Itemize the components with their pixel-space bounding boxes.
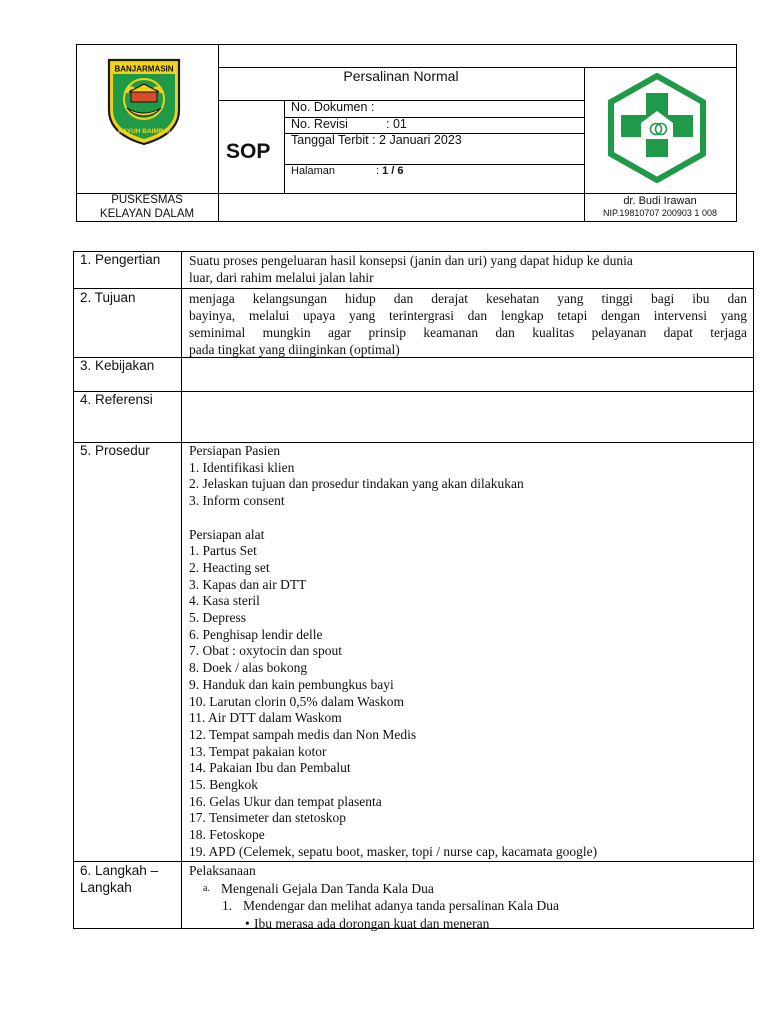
list-item: 19. APD (Celemek, sepatu boot, masker, topi / nurse cap, kacamata google): [189, 843, 598, 859]
pelaksanaan-title: Pelaksanaan: [189, 863, 256, 878]
row-label-prosedur: 5. Prosedur: [80, 443, 150, 458]
langkah-sub-a: [189, 880, 749, 898]
pengertian-text: [189, 253, 749, 286]
list-item: 3. Kapas dan air DTT: [189, 576, 307, 592]
row-label-kebijakan: 3. Kebijakan: [80, 358, 155, 373]
no-revisi-value: : 01: [386, 117, 407, 131]
row-label-langkah: [80, 862, 158, 896]
list-item: 5. Depress: [189, 610, 246, 626]
persiapan-alat-list: [189, 543, 749, 860]
signer-name: dr. Budi Irawan: [623, 195, 697, 207]
list-item: 17. Tensimeter dan stetoskop: [189, 810, 347, 826]
sub-1-text: Mendengar dan melihat adanya tanda persalinan Kala Dua: [243, 898, 559, 913]
persiapan-pasien-list: [189, 460, 749, 510]
puskesmas-line1: PUSKESMAS: [111, 194, 183, 206]
list-item: 18. Fetoskope: [189, 827, 265, 843]
list-item: 7. Obat : oxytocin dan spout: [189, 643, 342, 659]
langkah-bullet: [189, 915, 749, 933]
langkah-text: [189, 862, 749, 932]
persiapan-alat-title: Persiapan alat: [189, 526, 265, 542]
no-dokumen: No. Dokumen :: [291, 100, 375, 114]
halaman-sep: :: [376, 165, 383, 177]
list-item: 9. Handuk dan kain pembungkus bayi: [189, 676, 394, 692]
langkah-label-line2: Langkah: [80, 880, 132, 895]
no-revisi-label: No. Revisi: [291, 117, 348, 131]
sop-label: SOP: [226, 140, 271, 163]
langkah-sub-1: [189, 897, 749, 915]
halaman-value: [376, 165, 404, 177]
list-item: 2. Heacting set: [189, 559, 270, 575]
tujuan-text: [189, 290, 747, 358]
puskesmas-logo: [607, 73, 707, 183]
bullet-icon: •: [245, 915, 250, 931]
row-label-referensi: 4. Referensi: [80, 392, 153, 407]
langkah-label-line1: 6. Langkah –: [80, 863, 159, 878]
list-item: 11. Air DTT dalam Waskom: [189, 710, 342, 726]
list-item: 1. Identifikasi klien: [189, 459, 295, 475]
logo-text-top: BANJARMASIN: [114, 64, 174, 74]
list-item: 13. Tempat pakaian kotor: [189, 743, 327, 759]
list-item: 15. Bengkok: [189, 777, 258, 793]
halaman-page: 1 / 6: [382, 165, 404, 177]
list-item: 4. Kasa steril: [189, 593, 260, 609]
sub-1-marker: 1.: [222, 898, 233, 913]
list-item: 2. Jelaskan tujuan dan prosedur tindakan yang akan dilakukan: [189, 476, 524, 492]
sop-title: Persalinan Normal: [343, 68, 459, 84]
list-item: 14. Pakaian Ibu dan Pembalut: [189, 760, 351, 776]
bullet-text: Ibu merasa ada dorongan kuat dan meneran: [254, 915, 490, 931]
puskesmas-line2: KELAYAN DALAM: [99, 208, 195, 220]
tujuan-line3: seminimal mungkin agar prinsip keamanan dan kualitas pelayanan dapat terjaga: [189, 325, 747, 340]
halaman-label: Halaman: [291, 165, 336, 177]
list-item: 3. Inform consent: [189, 493, 285, 509]
list-item: 6. Penghisap lendir delle: [189, 626, 323, 642]
pengertian-line1: Suatu proses pengeluaran hasil konsepsi (janin dan uri) yang dapat hidup ke dunia: [189, 253, 633, 268]
sub-a-text: Mengenali Gejala Dan Tanda Kala Dua: [221, 880, 434, 896]
tujuan-line1: menjaga kelangsungan hidup dan derajat kesehatan yang tinggi bagi ibu dan: [189, 291, 747, 306]
tujuan-line4: pada tingkat yang diinginkan (optimal): [189, 342, 400, 357]
persiapan-pasien-title: Persiapan Pasien: [189, 443, 281, 458]
signer-nip: NIP.19810707 200903 1 008: [603, 208, 717, 218]
list-item: 16. Gelas Ukur dan tempat plasenta: [189, 793, 382, 809]
list-item: 12. Tempat sampah medis dan Non Medis: [189, 726, 417, 742]
pengertian-line2: luar, dari rahim melalui jalan lahir: [189, 269, 374, 285]
list-item: 1. Partus Set: [189, 543, 257, 559]
list-item: 8. Doek / alas bokong: [189, 660, 308, 676]
row-label-pengertian: 1. Pengertian: [80, 252, 161, 267]
logo-text-bottom: KAYUH BAIMBAI: [117, 128, 171, 135]
row-label-tujuan: 2. Tujuan: [80, 290, 136, 305]
sub-a-marker: a.: [203, 882, 210, 894]
tujuan-line2: bayinya, melalui upaya yang terintergrasi dan lengkap tetapi dengan intervensi yang: [189, 308, 747, 323]
puskesmas-name: [76, 193, 218, 221]
banjarmasin-logo: [107, 58, 181, 146]
tanggal-terbit: Tanggal Terbit : 2 Januari 2023: [291, 133, 462, 147]
prosedur-text: [189, 443, 749, 861]
list-item: 10. Larutan clorin 0,5% dalam Waskom: [189, 693, 404, 709]
